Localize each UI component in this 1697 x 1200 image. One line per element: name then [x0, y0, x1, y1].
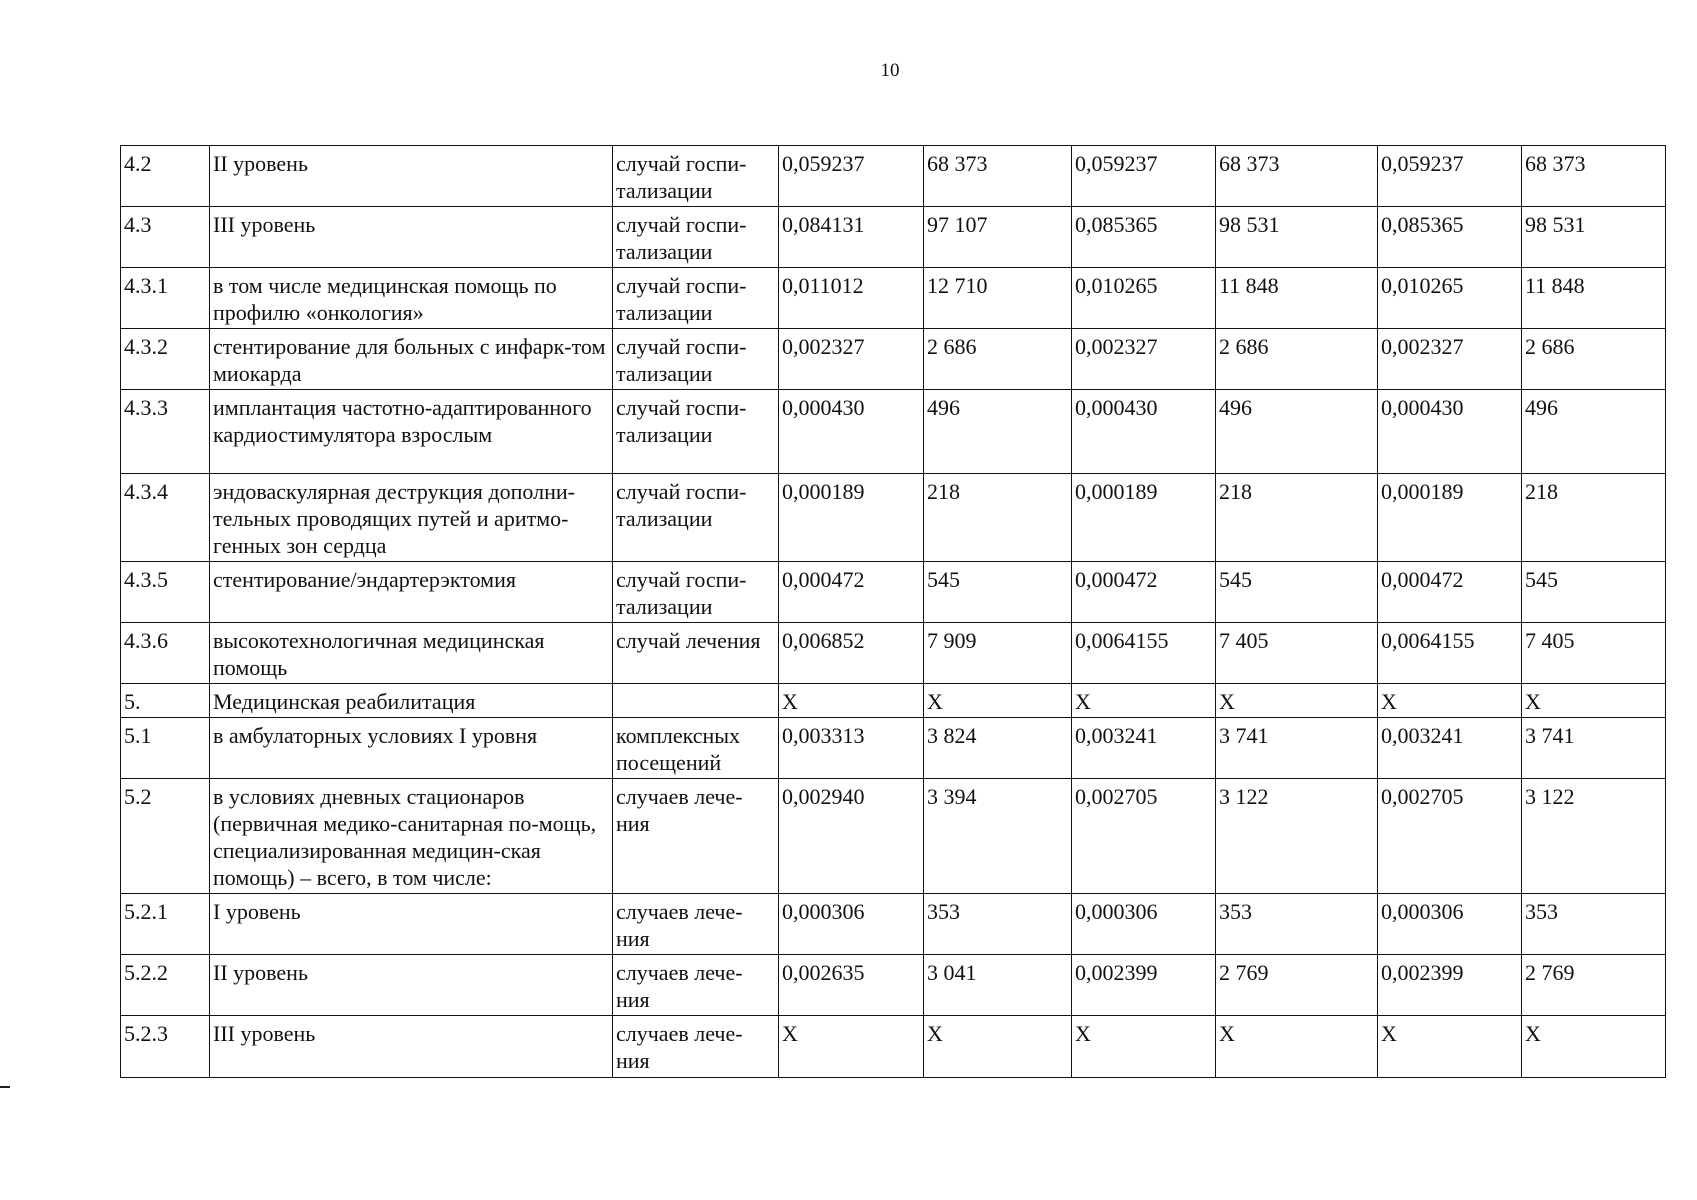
- table-row: [121, 390, 1666, 474]
- value-cell: 0,000472: [1378, 562, 1522, 623]
- value-cell: 218: [1216, 474, 1378, 562]
- row-unit-cell: случай госпи-тализации: [613, 329, 779, 390]
- value-cell: 0,002705: [1378, 779, 1522, 894]
- table-row: [121, 955, 1666, 1016]
- value-cell: 0,0064155: [1378, 623, 1522, 684]
- value-cell: 0,000189: [1072, 474, 1216, 562]
- value-cell: 0,003241: [1378, 718, 1522, 779]
- value-cell: 3 122: [1522, 779, 1666, 894]
- value-cell: 7 909: [924, 623, 1072, 684]
- row-unit-cell: случай госпи-тализации: [613, 390, 779, 474]
- value-cell: 97 107: [924, 207, 1072, 268]
- table-row: [121, 562, 1666, 623]
- value-cell: 3 741: [1216, 718, 1378, 779]
- value-cell: 0,010265: [1072, 268, 1216, 329]
- value-cell: 0,002399: [1378, 955, 1522, 1016]
- row-number-cell: 4.3.1: [121, 268, 210, 329]
- value-cell: 0,002635: [779, 955, 924, 1016]
- value-cell: 0,010265: [1378, 268, 1522, 329]
- value-cell: 0,085365: [1378, 207, 1522, 268]
- value-cell: 0,085365: [1072, 207, 1216, 268]
- row-name-cell: высокотехнологичная медицинская помощь: [210, 623, 613, 684]
- value-cell: X: [1522, 684, 1666, 718]
- value-cell: 2 686: [1522, 329, 1666, 390]
- value-cell: 2 686: [924, 329, 1072, 390]
- row-unit-cell: случай госпи-тализации: [613, 146, 779, 207]
- row-number-cell: 5.2.2: [121, 955, 210, 1016]
- value-cell: 0,084131: [779, 207, 924, 268]
- row-number-cell: 4.3.4: [121, 474, 210, 562]
- value-cell: 218: [1522, 474, 1666, 562]
- row-number-cell: 4.3.6: [121, 623, 210, 684]
- page-number: 10: [880, 60, 900, 81]
- value-cell: 0,000306: [1378, 894, 1522, 955]
- row-number-cell: 4.3.2: [121, 329, 210, 390]
- row-number-cell: 5.2: [121, 779, 210, 894]
- value-cell: X: [1216, 1016, 1378, 1078]
- value-cell: 0,000472: [779, 562, 924, 623]
- value-cell: 7 405: [1216, 623, 1378, 684]
- row-number-cell: 5.2.3: [121, 1016, 210, 1078]
- value-cell: 0,000430: [1378, 390, 1522, 474]
- value-cell: 0,002940: [779, 779, 924, 894]
- value-cell: 0,002327: [1378, 329, 1522, 390]
- value-cell: X: [1378, 1016, 1522, 1078]
- table-row: [121, 779, 1666, 894]
- value-cell: 3 041: [924, 955, 1072, 1016]
- value-cell: 3 122: [1216, 779, 1378, 894]
- row-unit-cell: случай госпи-тализации: [613, 268, 779, 329]
- value-cell: 98 531: [1216, 207, 1378, 268]
- value-cell: 0,000189: [779, 474, 924, 562]
- row-name-cell: стентирование для больных с инфарк-том миокарда: [210, 329, 613, 390]
- table-row: [121, 207, 1666, 268]
- row-unit-cell: случай госпи-тализации: [613, 207, 779, 268]
- value-cell: 545: [1216, 562, 1378, 623]
- value-cell: 218: [924, 474, 1072, 562]
- table-row: [121, 146, 1666, 207]
- value-cell: 0,003241: [1072, 718, 1216, 779]
- value-cell: 0,002399: [1072, 955, 1216, 1016]
- row-name-cell: в условиях дневных стационаров (первичная медико-санитарная по-мощь, специализированная медицин-ская помощь) – всего, в том числе:: [210, 779, 613, 894]
- table-row: [121, 329, 1666, 390]
- value-cell: 68 373: [1522, 146, 1666, 207]
- row-number-cell: 4.3: [121, 207, 210, 268]
- value-cell: 0,006852: [779, 623, 924, 684]
- table-row: [121, 268, 1666, 329]
- row-name-cell: в том числе медицинская помощь по профилю «онкология»: [210, 268, 613, 329]
- value-cell: 0,059237: [779, 146, 924, 207]
- row-unit-cell: комплексных посещений: [613, 718, 779, 779]
- value-cell: 3 824: [924, 718, 1072, 779]
- value-cell: 0,000306: [1072, 894, 1216, 955]
- page-edge-mark: [0, 1086, 10, 1088]
- value-cell: X: [1072, 684, 1216, 718]
- value-cell: 0,0064155: [1072, 623, 1216, 684]
- row-unit-cell: случаев лече-ния: [613, 955, 779, 1016]
- value-cell: 11 848: [1216, 268, 1378, 329]
- table-row: [121, 1016, 1666, 1078]
- value-cell: 0,011012: [779, 268, 924, 329]
- row-name-cell: III уровень: [210, 1016, 613, 1078]
- value-cell: 353: [924, 894, 1072, 955]
- row-name-cell: в амбулаторных условиях I уровня: [210, 718, 613, 779]
- value-cell: 2 686: [1216, 329, 1378, 390]
- row-number-cell: 5.: [121, 684, 210, 718]
- value-cell: 0,003313: [779, 718, 924, 779]
- value-cell: 0,059237: [1072, 146, 1216, 207]
- value-cell: 0,000430: [1072, 390, 1216, 474]
- row-number-cell: 4.3.3: [121, 390, 210, 474]
- value-cell: 496: [1522, 390, 1666, 474]
- row-name-cell: имплантация частотно-адаптированного кардиостимулятора взрослым: [210, 390, 613, 474]
- value-cell: 496: [924, 390, 1072, 474]
- row-unit-cell: случаев лече-ния: [613, 1016, 779, 1078]
- row-unit-cell: случай лечения: [613, 623, 779, 684]
- row-number-cell: 4.3.5: [121, 562, 210, 623]
- value-cell: 2 769: [1522, 955, 1666, 1016]
- value-cell: 0,000430: [779, 390, 924, 474]
- row-number-cell: 4.2: [121, 146, 210, 207]
- row-number-cell: 5.1: [121, 718, 210, 779]
- value-cell: 545: [1522, 562, 1666, 623]
- table-row: [121, 718, 1666, 779]
- value-cell: X: [1378, 684, 1522, 718]
- value-cell: 3 741: [1522, 718, 1666, 779]
- value-cell: X: [924, 1016, 1072, 1078]
- row-unit-cell: случаев лече-ния: [613, 894, 779, 955]
- value-cell: X: [1522, 1016, 1666, 1078]
- row-name-cell: II уровень: [210, 955, 613, 1016]
- value-cell: 11 848: [1522, 268, 1666, 329]
- row-name-cell: II уровень: [210, 146, 613, 207]
- row-name-cell: Медицинская реабилитация: [210, 684, 613, 718]
- value-cell: 496: [1216, 390, 1378, 474]
- value-cell: 545: [924, 562, 1072, 623]
- row-name-cell: эндоваскулярная деструкция дополни-тельных проводящих путей и аритмо-генных зон сердца: [210, 474, 613, 562]
- row-name-cell: стентирование/эндартерэктомия: [210, 562, 613, 623]
- value-cell: 7 405: [1522, 623, 1666, 684]
- value-cell: 353: [1216, 894, 1378, 955]
- row-name-cell: I уровень: [210, 894, 613, 955]
- value-cell: 0,002705: [1072, 779, 1216, 894]
- value-cell: 0,000472: [1072, 562, 1216, 623]
- value-cell: X: [779, 684, 924, 718]
- row-unit-cell: [613, 684, 779, 718]
- value-cell: 0,000189: [1378, 474, 1522, 562]
- value-cell: 68 373: [924, 146, 1072, 207]
- row-name-cell: III уровень: [210, 207, 613, 268]
- table-row: [121, 684, 1666, 718]
- value-cell: 3 394: [924, 779, 1072, 894]
- value-cell: 0,002327: [779, 329, 924, 390]
- row-unit-cell: случай госпи-тализации: [613, 474, 779, 562]
- table-row: [121, 623, 1666, 684]
- table-row: [121, 474, 1666, 562]
- row-unit-cell: случаев лече-ния: [613, 779, 779, 894]
- value-cell: 98 531: [1522, 207, 1666, 268]
- row-number-cell: 5.2.1: [121, 894, 210, 955]
- value-cell: X: [779, 1016, 924, 1078]
- value-cell: X: [1216, 684, 1378, 718]
- value-cell: 353: [1522, 894, 1666, 955]
- value-cell: 0,000306: [779, 894, 924, 955]
- row-unit-cell: случай госпи-тализации: [613, 562, 779, 623]
- value-cell: 68 373: [1216, 146, 1378, 207]
- value-cell: 0,002327: [1072, 329, 1216, 390]
- value-cell: 0,059237: [1378, 146, 1522, 207]
- value-cell: 2 769: [1216, 955, 1378, 1016]
- value-cell: 12 710: [924, 268, 1072, 329]
- value-cell: X: [1072, 1016, 1216, 1078]
- table-row: [121, 894, 1666, 955]
- indicator-table: [120, 145, 1666, 1078]
- value-cell: X: [924, 684, 1072, 718]
